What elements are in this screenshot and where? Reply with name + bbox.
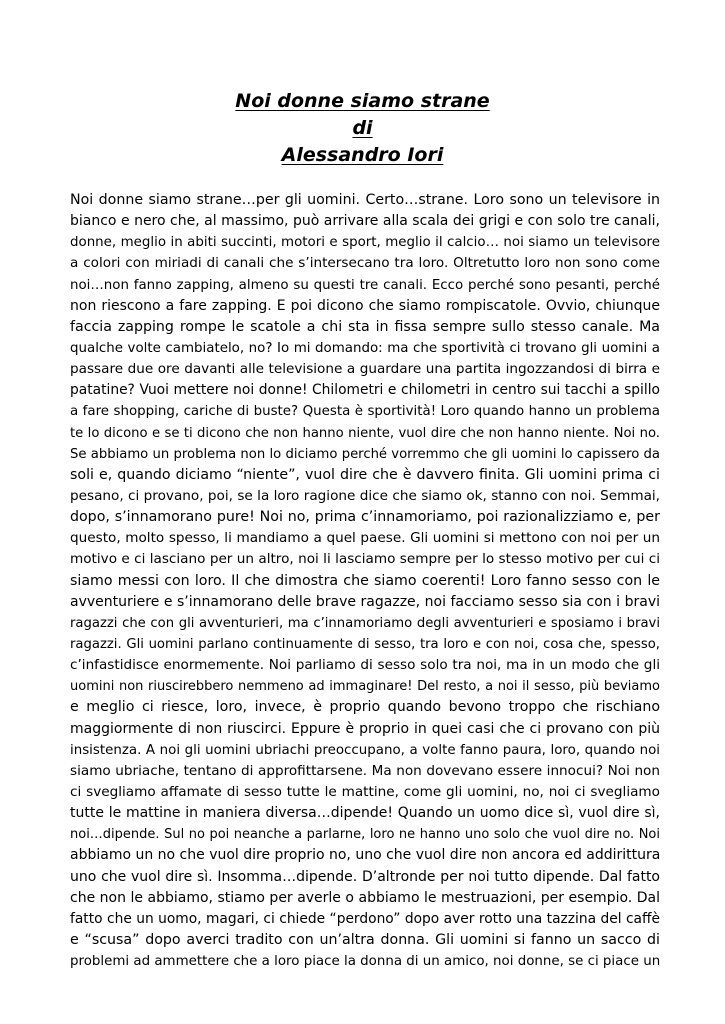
text-line: siamo ubriache, tentano di approfittarsene. Ma non dovevano essere innocui? Noi non [70,762,660,779]
text-line: dopo, s’innamorano pure! Noi no, prima c’innamoriamo, poi razionalizziamo e, per [70,509,660,526]
text-line: ci svegliamo affamate di sesso tutte le mattine, come gli uomini, no, noi ci svegliamo [70,783,660,800]
title-line [0,142,725,169]
text-line: questo, molto spesso, li mandiamo a quel paese. Gli uomini si mettono con noi per un [70,530,660,547]
text-line: soli e, quando diciamo “niente”, vuol dire che è davvero finita. Gli uomini prima ci [70,466,660,483]
text-line: noi…dipende. Sul no poi neanche a parlarne, loro ne hanno uno solo che vuol dire no. Noi [70,827,660,843]
text-line: a fare shopping, cariche di buste? Questa è sportività! Loro quando hanno un problema [70,404,660,420]
text-line: patatine? Vuoi mettere noi donne! Chilometri e chilometri in centro sui tacchi a spillo [70,382,660,399]
text-line: maggiormente di non riuscirci. Eppure è proprio in quei casi che ci provano con più [70,720,660,737]
text-line: donne, meglio in abiti succinti, motori e sport, meglio il calcio… noi siamo un televisore [70,235,660,251]
text-line: ragazzi che con gli avventurieri, ma c’innamoriamo degli avventurieri e sposiamo i bravi [70,615,660,631]
text-line: qualche volte cambiatelo, no? Io mi domando: ma che sportività ci trovano gli uomini a [70,340,660,356]
text-line: uno che vuol dire sì. Insomma…dipende. D’altronde per noi tutto dipende. Dal fatto [70,868,660,885]
text-line: e “scusa” dopo averci tradito con un’altra donna. Gli uomini si fanno un sacco di [70,931,660,948]
text-line: te lo dicono e se ti dicono che non hanno niente, vuol dire che non hanno niente. Noi no. [70,425,660,441]
title-text: di [352,117,373,139]
document-title [0,88,725,169]
text-line: abbiamo un no che vuol dire proprio no, uno che vuol dire non ancora ed addirittura [70,847,661,864]
text-line: insistenza. A noi gli uomini ubriachi preoccupano, a volte fanno paura, loro, quando noi [70,742,660,758]
text-line: siamo messi con loro. Il che dimostra che siamo coerenti! Loro fanno sesso con le [70,572,660,589]
text-line: tutte le mattine in maniera diversa…dipende! Quando un uomo dice sì, vuol dire sì, [70,805,660,822]
text-line: passare due ore davanti alle televisione a guardare una partita ingozzandosi di birra e [70,361,660,378]
text-line: avventuriere e s’innamorano delle brave ragazze, noi facciamo sesso sia con i bravi [70,593,660,610]
text-line: ragazzi. Gli uomini parlano continuamente di sesso, tra loro e con noi, cosa che, spesso, [70,636,660,652]
author-name: Alessandro Iori [281,144,444,166]
text-line: uomini non riuscirebbero nemmeno ad immaginare! Del resto, a noi il sesso, più beviamo [70,679,660,695]
title-text: Noi donne siamo strane [235,90,490,112]
text-line: che non le abbiamo, stiamo per averle o abbiamo le mestruazioni, per esempio. Dal [70,889,660,906]
text-line: non riescono a fare zapping. E poi dicono che siamo rompiscatole. Ovvio, chiunque [70,297,660,314]
text-line: pesano, ci provano, poi, se la loro ragione dice che siamo ok, stanno con noi. Semmai, [70,487,660,504]
text-line: Noi donne siamo strane…per gli uomini. Certo…strane. Loro sono un televisore in [70,192,660,208]
text-line: noi…non fanno zapping, almeno su questi tre canali. Ecco perché sono pesanti, perché [70,277,660,293]
text-line: faccia zapping rompe le scatole a chi sta in fissa sempre sullo stesso canale. Ma [70,318,660,335]
text-line: bianco e nero che, al massimo, può arrivare alla scala dei grigi e con solo tre canali, [70,213,660,230]
body-paragraph [70,190,660,972]
text-line: c’infastidisce enormemente. Noi parliamo di sesso solo tra noi, ma in un modo che gli [70,657,660,674]
text-line: a colori con miriadi di canali che s’intersecano tra loro. Oltretutto loro non sono come [70,255,660,272]
text-line: motivo e ci lasciano per un altro, noi li lasciamo sempre per lo stesso motivo per cui ci [70,551,660,568]
text-line: problemi ad ammettere che a loro piace la donna di un amico, noi donne, se ci piace un [70,954,661,970]
text-line: Se abbiamo un problema non lo diciamo perché vorremmo che gli uomini lo capissero da [70,446,660,462]
title-line [0,88,725,115]
text-line: e meglio ci riesce, loro, invece, è proprio quando bevono troppo che rischiano [70,699,660,716]
title-line [0,115,725,142]
text-line: fatto che un uomo, magari, ci chiede “perdono” dopo aver rotto una tazzina del caffè [70,910,660,927]
